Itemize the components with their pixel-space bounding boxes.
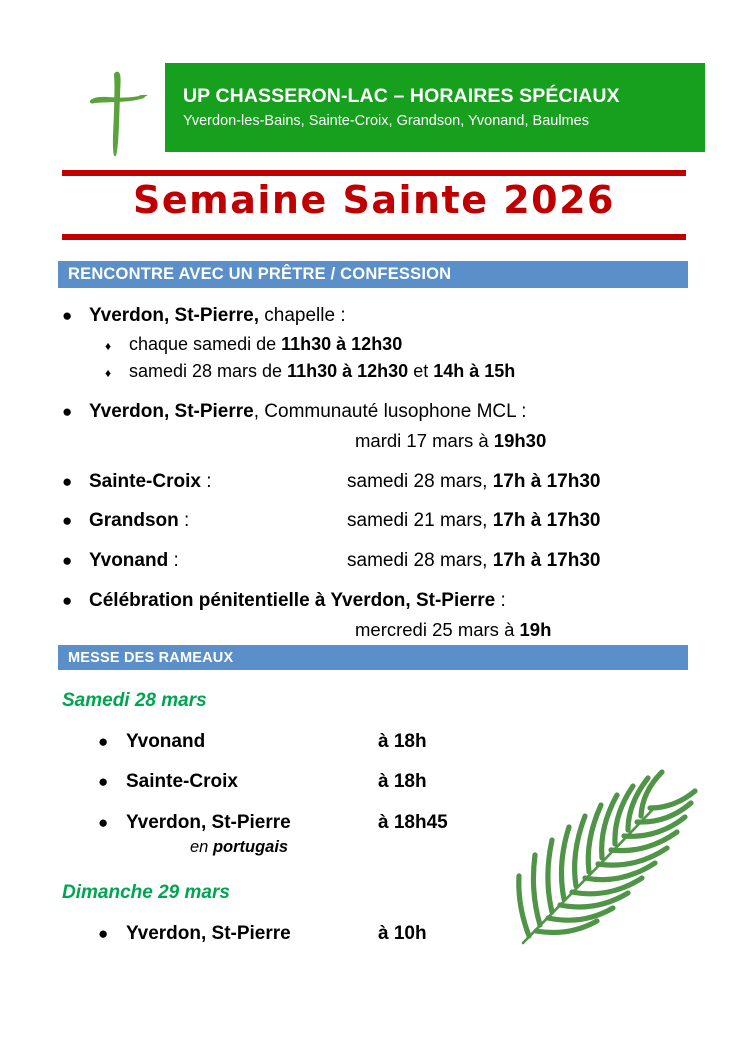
place-name: Yvonand	[126, 730, 206, 752]
confession-entry-place	[62, 398, 692, 427]
subentry-time-2: 14h à 15h	[433, 360, 516, 381]
spacer	[62, 576, 692, 587]
schedule-time: 19h30	[493, 429, 547, 451]
confession-subentry	[62, 331, 692, 358]
place-name: Célébration pénitentielle à Yverdon, St-Pierre	[89, 590, 496, 612]
subentry-time: 11h30 à 12h30	[287, 360, 409, 381]
bullet-icon: ●	[62, 551, 73, 571]
place-name: Yverdon, St-Pierre	[126, 811, 291, 833]
schedule-date: samedi 28 mars,	[347, 470, 493, 492]
place-detail: :	[168, 550, 179, 572]
section-header-rameaux	[58, 645, 688, 670]
schedule-date: samedi 28 mars,	[347, 550, 493, 572]
place-name: Yverdon, St-Pierre,	[89, 305, 260, 326]
place-detail: :	[495, 590, 506, 612]
section-header-confession	[58, 261, 688, 288]
page-title: Semaine Sainte 2026	[133, 178, 615, 222]
confession-entry-place	[62, 302, 692, 331]
subentry-text: chaque samedi de	[129, 333, 282, 354]
spacer	[62, 536, 692, 547]
schedule-time: 19h	[519, 619, 552, 640]
place-detail: chapelle :	[259, 305, 346, 326]
sub-bullet-icon: ♦	[105, 338, 112, 353]
subentry-conjunction: et	[408, 360, 434, 381]
list-item	[62, 507, 692, 536]
list-item	[62, 302, 692, 385]
bullet-icon: ●	[62, 511, 73, 531]
place-detail: , Communauté lusophone MCL :	[253, 400, 527, 422]
schedule-time: 17h à 17h30	[492, 470, 601, 492]
section-header-rameaux-label: MESSE DES RAMEAUX	[68, 649, 234, 666]
palm-frond-icon	[505, 745, 720, 960]
confession-list	[62, 302, 692, 644]
subentry-text: samedi 28 mars de	[129, 360, 288, 381]
bullet-icon: ●	[62, 471, 73, 491]
spacer	[62, 496, 692, 507]
place-detail: :	[178, 510, 190, 532]
mass-time: à 18h	[378, 771, 427, 793]
day-heading-dimanche: Dimanche 29 mars	[62, 882, 230, 903]
list-item	[62, 547, 692, 576]
sub-bullet-icon: ♦	[105, 365, 112, 380]
section-header-confession-label: RENCONTRE AVEC UN PRÊTRE / CONFESSION	[68, 265, 452, 283]
bullet-icon: ●	[62, 591, 73, 611]
bullet-icon: ●	[62, 306, 73, 325]
bullet-icon: ●	[98, 731, 109, 751]
list-item	[62, 398, 692, 455]
confession-entry-schedule	[62, 616, 692, 644]
place-name: Yverdon, St-Pierre	[126, 922, 291, 944]
place-name: Yvonand	[89, 550, 169, 572]
title-rule-bottom	[62, 234, 686, 240]
confession-entry-place	[62, 587, 692, 616]
place-name: Grandson	[89, 510, 179, 532]
bullet-icon: ●	[98, 812, 109, 832]
schedule-time: 17h à 17h30	[492, 510, 601, 532]
mass-time: à 18h45	[378, 811, 448, 833]
mass-time: à 18h	[378, 730, 427, 752]
bullet-icon: ●	[62, 401, 73, 421]
bullet-icon: ●	[98, 772, 109, 792]
confession-entry-schedule	[62, 427, 692, 455]
note-lead: en	[190, 837, 213, 856]
mass-time: à 10h	[378, 922, 427, 944]
schedule-time: 17h à 17h30	[492, 550, 601, 572]
place-name: Sainte-Croix	[89, 470, 201, 492]
spacer	[62, 455, 692, 468]
place-name: Yverdon, St-Pierre	[89, 400, 254, 422]
schedule-date: samedi 21 mars,	[347, 510, 493, 532]
note-language: portugais	[212, 837, 289, 856]
list-item	[62, 468, 692, 497]
header-title: UP CHASSERON-LAC – HORAIRES SPÉCIAUX	[183, 85, 620, 107]
place-detail: :	[200, 470, 212, 492]
header-subtitle: Yverdon-les-Bains, Sainte-Croix, Grandson, Yvonand, Baulmes	[183, 113, 589, 130]
confession-subentry	[62, 358, 692, 385]
title-rule-top	[62, 170, 686, 176]
subentry-time: 11h30 à 12h30	[281, 333, 403, 354]
bullet-icon: ●	[98, 923, 109, 943]
list-item	[62, 587, 692, 644]
brush-cross-icon	[76, 64, 160, 162]
schedule-date: mercredi 25 mars à	[355, 619, 520, 640]
header-banner	[165, 63, 705, 152]
place-name: Sainte-Croix	[126, 771, 238, 793]
spacer	[62, 385, 692, 398]
day-heading-samedi: Samedi 28 mars	[62, 690, 207, 711]
schedule-date: mardi 17 mars à	[355, 429, 494, 451]
